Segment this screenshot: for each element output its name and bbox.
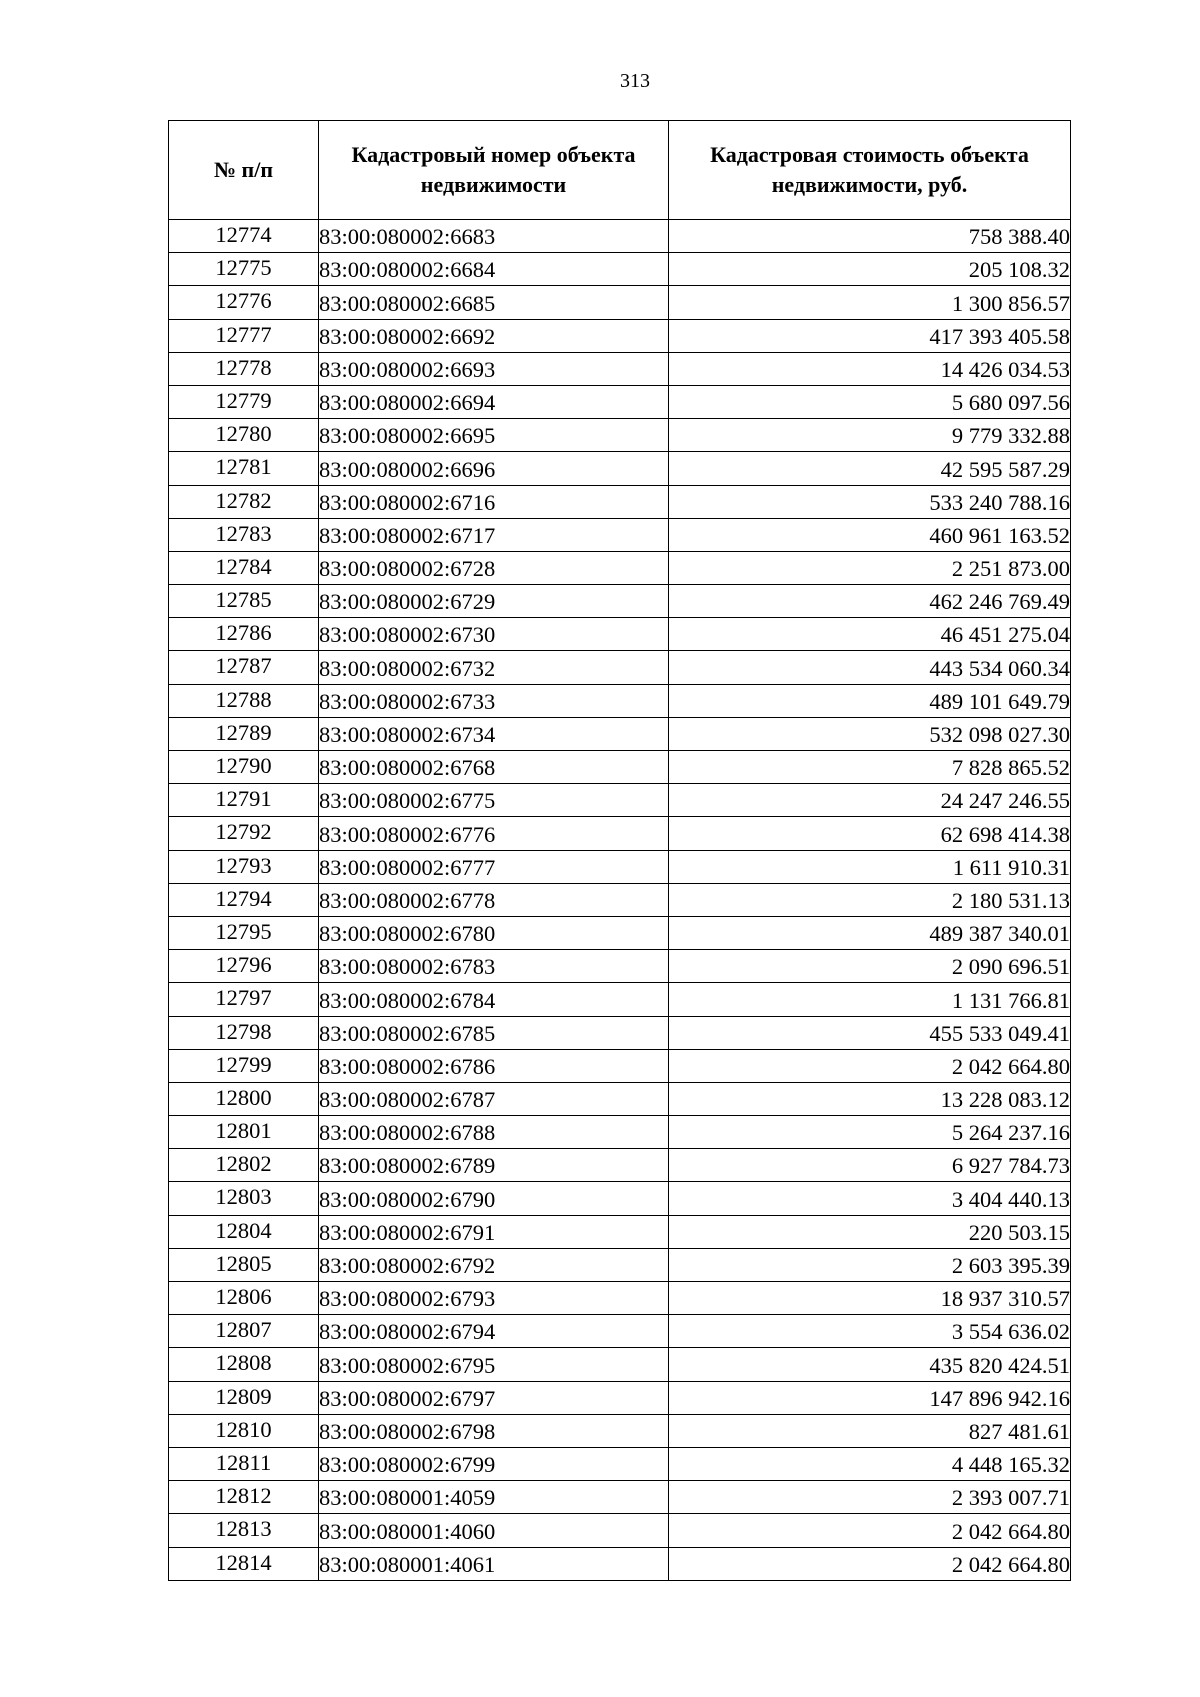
cadastral-value-cell: 42 595 587.29: [669, 452, 1071, 485]
cadastral-number-cell: 83:00:080002:6775: [319, 784, 669, 817]
row-number-cell: 12793: [169, 850, 319, 883]
row-number-cell: 12797: [169, 983, 319, 1016]
cadastral-value-cell: 417 393 405.58: [669, 319, 1071, 352]
cadastral-number-cell: 83:00:080002:6788: [319, 1116, 669, 1149]
cadastral-number-cell: 83:00:080002:6728: [319, 551, 669, 584]
cadastral-number-cell: 83:00:080002:6791: [319, 1215, 669, 1248]
cadastral-value-cell: 220 503.15: [669, 1215, 1071, 1248]
cadastral-number-cell: 83:00:080002:6793: [319, 1282, 669, 1315]
cadastral-value-cell: 5 264 237.16: [669, 1116, 1071, 1149]
table-row: [169, 551, 1071, 584]
cadastral-value-cell: 2 393 007.71: [669, 1481, 1071, 1514]
table-row: [169, 1016, 1071, 1049]
cadastral-value-cell: 489 387 340.01: [669, 916, 1071, 949]
row-number-cell: 12794: [169, 883, 319, 916]
row-number-cell: 12788: [169, 684, 319, 717]
table-row: [169, 286, 1071, 319]
row-number-cell: 12810: [169, 1414, 319, 1447]
cadastral-value-cell: 533 240 788.16: [669, 485, 1071, 518]
table-row: [169, 1447, 1071, 1480]
cadastral-value-cell: 443 534 060.34: [669, 651, 1071, 684]
cadastral-value-cell: 2 042 664.80: [669, 1547, 1071, 1580]
row-number-cell: 12808: [169, 1348, 319, 1381]
row-number-cell: 12795: [169, 916, 319, 949]
cadastral-value-cell: 205 108.32: [669, 253, 1071, 286]
cadastral-number-cell: 83:00:080002:6734: [319, 717, 669, 750]
table-row: [169, 352, 1071, 385]
row-number-cell: 12779: [169, 385, 319, 418]
cadastral-number-cell: 83:00:080002:6730: [319, 618, 669, 651]
cadastral-number-cell: 83:00:080002:6694: [319, 385, 669, 418]
cadastral-number-cell: 83:00:080002:6792: [319, 1248, 669, 1281]
cadastral-number-cell: 83:00:080002:6768: [319, 751, 669, 784]
cadastral-number-cell: 83:00:080001:4059: [319, 1481, 669, 1514]
cadastral-number-cell: 83:00:080002:6783: [319, 950, 669, 983]
table-row: [169, 883, 1071, 916]
cadastral-number-cell: 83:00:080002:6780: [319, 916, 669, 949]
cadastral-value-table: [168, 120, 1071, 1581]
cadastral-value-cell: 24 247 246.55: [669, 784, 1071, 817]
row-number-cell: 12811: [169, 1447, 319, 1480]
table-row: [169, 784, 1071, 817]
cadastral-number-cell: 83:00:080002:6799: [319, 1447, 669, 1480]
row-number-cell: 12801: [169, 1116, 319, 1149]
table-row: [169, 1481, 1071, 1514]
row-number-cell: 12787: [169, 651, 319, 684]
row-number-cell: 12786: [169, 618, 319, 651]
row-number-cell: 12814: [169, 1547, 319, 1580]
cadastral-value-cell: 62 698 414.38: [669, 817, 1071, 850]
cadastral-value-cell: 2 090 696.51: [669, 950, 1071, 983]
table-row: [169, 950, 1071, 983]
cadastral-value-cell: 9 779 332.88: [669, 419, 1071, 452]
table-row: [169, 1149, 1071, 1182]
row-number-cell: 12781: [169, 452, 319, 485]
table-header-row: [169, 121, 1071, 220]
cadastral-value-cell: 532 098 027.30: [669, 717, 1071, 750]
cadastral-number-cell: 83:00:080001:4061: [319, 1547, 669, 1580]
table-row: [169, 1547, 1071, 1580]
cadastral-value-cell: 1 131 766.81: [669, 983, 1071, 1016]
row-number-cell: 12803: [169, 1182, 319, 1215]
table-row: [169, 618, 1071, 651]
cadastral-value-cell: 2 603 395.39: [669, 1248, 1071, 1281]
row-number-cell: 12776: [169, 286, 319, 319]
cadastral-value-cell: 147 896 942.16: [669, 1381, 1071, 1414]
table-row: [169, 485, 1071, 518]
cadastral-number-cell: 83:00:080002:6716: [319, 485, 669, 518]
cadastral-value-cell: 46 451 275.04: [669, 618, 1071, 651]
row-number-cell: 12774: [169, 220, 319, 253]
cadastral-value-cell: 1 300 856.57: [669, 286, 1071, 319]
cadastral-number-cell: 83:00:080002:6777: [319, 850, 669, 883]
cadastral-value-cell: 455 533 049.41: [669, 1016, 1071, 1049]
table-row: [169, 1414, 1071, 1447]
row-number-cell: 12804: [169, 1215, 319, 1248]
row-number-cell: 12802: [169, 1149, 319, 1182]
table-row: [169, 452, 1071, 485]
table-row: [169, 253, 1071, 286]
cadastral-value-cell: 5 680 097.56: [669, 385, 1071, 418]
row-number-cell: 12799: [169, 1049, 319, 1082]
cadastral-value-cell: 1 611 910.31: [669, 850, 1071, 883]
row-number-cell: 12782: [169, 485, 319, 518]
row-number-cell: 12785: [169, 585, 319, 618]
table-row: [169, 817, 1071, 850]
header-row-number: № п/п: [169, 121, 319, 220]
cadastral-value-cell: 2 042 664.80: [669, 1049, 1071, 1082]
table-row: [169, 319, 1071, 352]
row-number-cell: 12778: [169, 352, 319, 385]
table-row: [169, 1049, 1071, 1082]
table-row: [169, 684, 1071, 717]
cadastral-value-cell: 758 388.40: [669, 220, 1071, 253]
row-number-cell: 12777: [169, 319, 319, 352]
cadastral-number-cell: 83:00:080002:6794: [319, 1315, 669, 1348]
cadastral-number-cell: 83:00:080001:4060: [319, 1514, 669, 1547]
row-number-cell: 12796: [169, 950, 319, 983]
cadastral-value-cell: 462 246 769.49: [669, 585, 1071, 618]
row-number-cell: 12790: [169, 751, 319, 784]
cadastral-number-cell: 83:00:080002:6732: [319, 651, 669, 684]
table-row: [169, 1315, 1071, 1348]
table-row: [169, 1082, 1071, 1115]
cadastral-number-cell: 83:00:080002:6683: [319, 220, 669, 253]
cadastral-number-cell: 83:00:080002:6729: [319, 585, 669, 618]
cadastral-number-cell: 83:00:080002:6795: [319, 1348, 669, 1381]
cadastral-number-cell: 83:00:080002:6798: [319, 1414, 669, 1447]
table-row: [169, 651, 1071, 684]
cadastral-number-cell: 83:00:080002:6776: [319, 817, 669, 850]
cadastral-value-cell: 7 828 865.52: [669, 751, 1071, 784]
page-number: 313: [620, 70, 650, 92]
cadastral-number-cell: 83:00:080002:6790: [319, 1182, 669, 1215]
cadastral-value-cell: 18 937 310.57: [669, 1282, 1071, 1315]
cadastral-value-cell: 2 251 873.00: [669, 551, 1071, 584]
row-number-cell: 12783: [169, 518, 319, 551]
cadastral-number-cell: 83:00:080002:6685: [319, 286, 669, 319]
cadastral-number-cell: 83:00:080002:6787: [319, 1082, 669, 1115]
table-row: [169, 220, 1071, 253]
row-number-cell: 12806: [169, 1282, 319, 1315]
table-row: [169, 751, 1071, 784]
table-row: [169, 916, 1071, 949]
table-row: [169, 983, 1071, 1016]
cadastral-number-cell: 83:00:080002:6693: [319, 352, 669, 385]
cadastral-value-cell: 435 820 424.51: [669, 1348, 1071, 1381]
cadastral-number-cell: 83:00:080002:6733: [319, 684, 669, 717]
cadastral-number-cell: 83:00:080002:6797: [319, 1381, 669, 1414]
row-number-cell: 12812: [169, 1481, 319, 1514]
cadastral-number-cell: 83:00:080002:6717: [319, 518, 669, 551]
table-row: [169, 1348, 1071, 1381]
cadastral-value-cell: 13 228 083.12: [669, 1082, 1071, 1115]
row-number-cell: 12775: [169, 253, 319, 286]
cadastral-value-cell: 489 101 649.79: [669, 684, 1071, 717]
cadastral-number-cell: 83:00:080002:6692: [319, 319, 669, 352]
row-number-cell: 12780: [169, 419, 319, 452]
table-body: [169, 220, 1071, 1581]
table-row: [169, 850, 1071, 883]
cadastral-value-cell: 4 448 165.32: [669, 1447, 1071, 1480]
row-number-cell: 12798: [169, 1016, 319, 1049]
header-cadastral-value: Кадастровая стоимость объекта недвижимости, руб.: [669, 121, 1071, 220]
row-number-cell: 12805: [169, 1248, 319, 1281]
cadastral-number-cell: 83:00:080002:6789: [319, 1149, 669, 1182]
table-row: [169, 1215, 1071, 1248]
row-number-cell: 12813: [169, 1514, 319, 1547]
cadastral-value-cell: 3 554 636.02: [669, 1315, 1071, 1348]
cadastral-value-cell: 827 481.61: [669, 1414, 1071, 1447]
table-row: [169, 1381, 1071, 1414]
row-number-cell: 12792: [169, 817, 319, 850]
row-number-cell: 12807: [169, 1315, 319, 1348]
cadastral-number-cell: 83:00:080002:6784: [319, 983, 669, 1016]
cadastral-value-cell: 2 042 664.80: [669, 1514, 1071, 1547]
row-number-cell: 12791: [169, 784, 319, 817]
table-row: [169, 1116, 1071, 1149]
cadastral-value-cell: 14 426 034.53: [669, 352, 1071, 385]
table-row: [169, 717, 1071, 750]
row-number-cell: 12784: [169, 551, 319, 584]
table-row: [169, 1248, 1071, 1281]
cadastral-number-cell: 83:00:080002:6696: [319, 452, 669, 485]
cadastral-value-cell: 6 927 784.73: [669, 1149, 1071, 1182]
table-row: [169, 1282, 1071, 1315]
cadastral-value-cell: 2 180 531.13: [669, 883, 1071, 916]
table-row: [169, 419, 1071, 452]
row-number-cell: 12809: [169, 1381, 319, 1414]
cadastral-number-cell: 83:00:080002:6786: [319, 1049, 669, 1082]
cadastral-value-cell: 460 961 163.52: [669, 518, 1071, 551]
table-row: [169, 1182, 1071, 1215]
cadastral-number-cell: 83:00:080002:6785: [319, 1016, 669, 1049]
cadastral-number-cell: 83:00:080002:6695: [319, 419, 669, 452]
table-row: [169, 385, 1071, 418]
table-row: [169, 1514, 1071, 1547]
cadastral-number-cell: 83:00:080002:6684: [319, 253, 669, 286]
row-number-cell: 12800: [169, 1082, 319, 1115]
cadastral-number-cell: 83:00:080002:6778: [319, 883, 669, 916]
cadastral-value-cell: 3 404 440.13: [669, 1182, 1071, 1215]
table-row: [169, 518, 1071, 551]
table-row: [169, 585, 1071, 618]
row-number-cell: 12789: [169, 717, 319, 750]
header-cadastral-number: Кадастровый номер объекта недвижимости: [319, 121, 669, 220]
